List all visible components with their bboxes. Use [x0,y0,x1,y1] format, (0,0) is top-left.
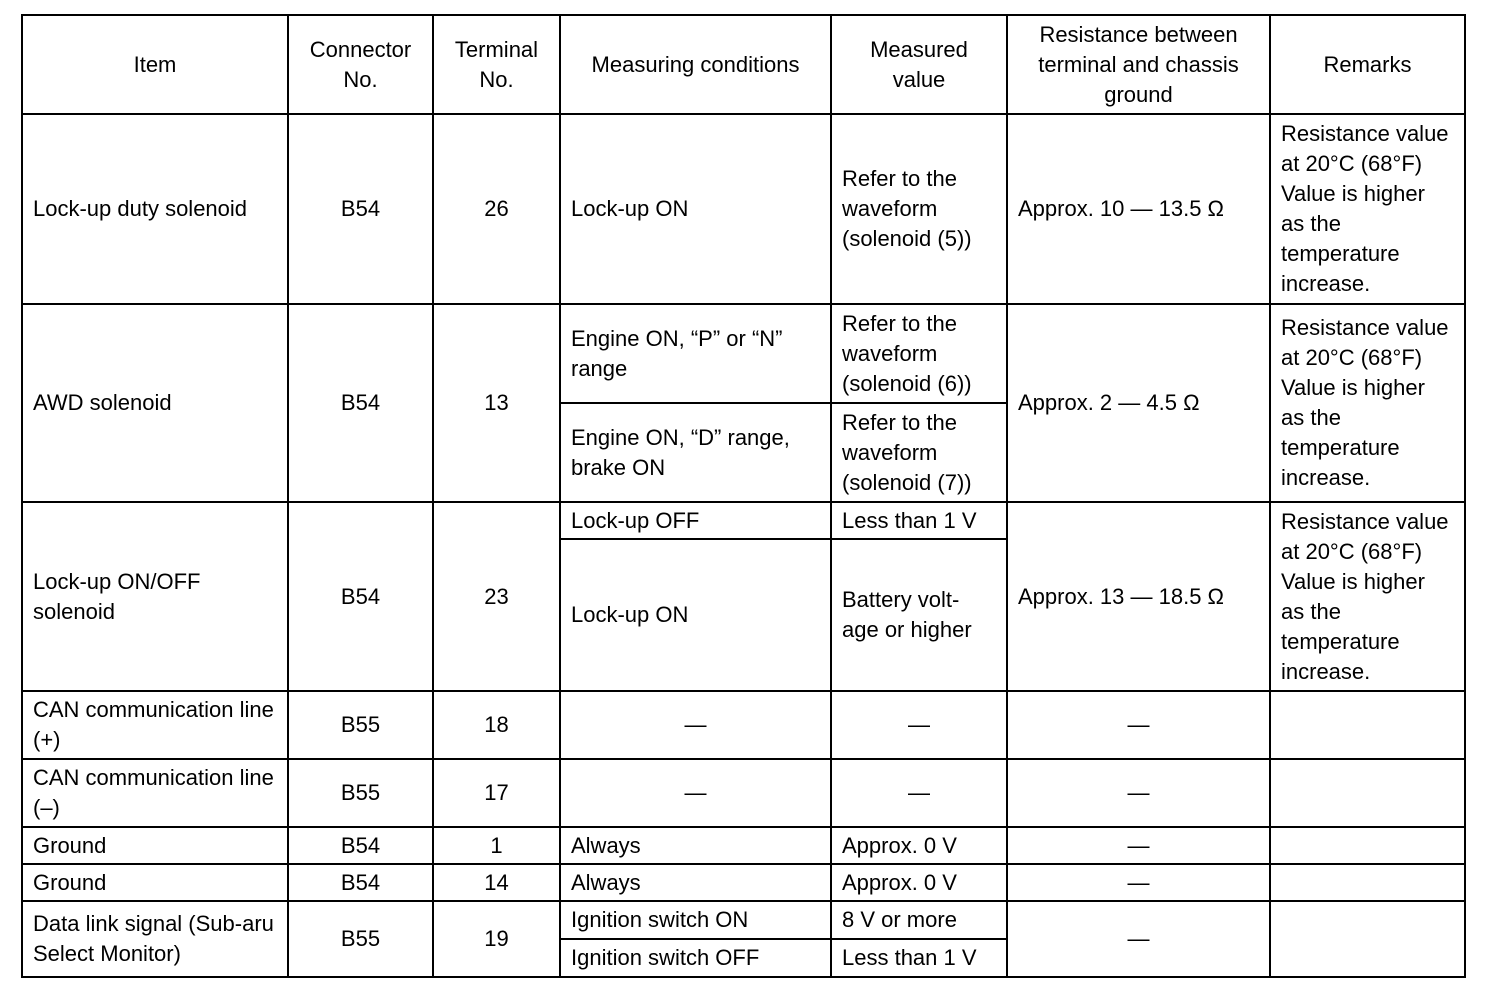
condition-cell: Ignition switch OFF [560,939,831,977]
terminal-cell: 19 [433,901,560,977]
measured-cell: Approx. 0 V [831,864,1007,901]
condition-cell: Lock-up ON [560,539,831,691]
item-cell: Ground [22,864,288,901]
table-row [22,901,1465,939]
measured-cell: 8 V or more [831,901,1007,939]
remarks-cell: Resistance value at 20°C (68°F) Value is higher as the temperature increase. [1270,304,1465,502]
condition-cell: Ignition switch ON [560,901,831,939]
connector-cell: B54 [288,864,433,901]
table-row [22,502,1465,539]
measured-cell: Less than 1 V [831,939,1007,977]
table-row [22,691,1465,759]
item-cell: Lock-up duty solenoid [22,114,288,304]
header-row [22,15,1465,114]
item-cell: AWD solenoid [22,304,288,502]
header-connector: Connector No. [288,15,433,114]
resistance-cell: — [1007,901,1270,977]
measured-cell: Approx. 0 V [831,827,1007,864]
resistance-cell: Approx. 13 — 18.5 Ω [1007,502,1270,691]
measured-cell: Refer to the waveform (solenoid (6)) [831,304,1007,403]
condition-cell: Lock-up ON [560,114,831,304]
terminal-cell: 18 [433,691,560,759]
condition-cell: Engine ON, “D” range, brake ON [560,403,831,502]
header-terminal: Terminal No. [433,15,560,114]
remarks-cell: Resistance value at 20°C (68°F) Value is higher as the temperature increase. [1270,502,1465,691]
header-resistance: Resistance between terminal and chassis ground [1007,15,1270,114]
resistance-cell: Approx. 10 — 13.5 Ω [1007,114,1270,304]
resistance-cell: — [1007,759,1270,827]
measured-cell: Less than 1 V [831,502,1007,539]
connector-cell: B55 [288,759,433,827]
table-row [22,304,1465,403]
terminal-cell: 13 [433,304,560,502]
condition-cell: Always [560,864,831,901]
measured-cell: Refer to the waveform (solenoid (7)) [831,403,1007,502]
header-remarks: Remarks [1270,15,1465,114]
condition-cell: Engine ON, “P” or “N” range [560,304,831,403]
remarks-cell [1270,759,1465,827]
measured-cell: — [831,691,1007,759]
condition-cell: Lock-up OFF [560,502,831,539]
terminal-cell: 23 [433,502,560,691]
item-cell: Data link signal (Sub-aru Select Monitor) [22,901,288,977]
measured-cell: — [831,759,1007,827]
table-row [22,827,1465,864]
connector-cell: B54 [288,114,433,304]
connector-cell: B54 [288,827,433,864]
connector-cell: B55 [288,691,433,759]
item-cell: CAN communication line (+) [22,691,288,759]
terminal-spec-table [21,14,1466,978]
condition-cell: — [560,691,831,759]
item-cell: Ground [22,827,288,864]
header-conditions: Measuring conditions [560,15,831,114]
terminal-cell: 26 [433,114,560,304]
condition-cell: — [560,759,831,827]
remarks-cell [1270,691,1465,759]
table-row [22,114,1465,304]
connector-cell: B54 [288,304,433,502]
item-cell: Lock-up ON/OFF solenoid [22,502,288,691]
connector-cell: B54 [288,502,433,691]
condition-cell: Always [560,827,831,864]
remarks-cell [1270,864,1465,901]
table-row [22,759,1465,827]
header-measured: Measured value [831,15,1007,114]
terminal-cell: 14 [433,864,560,901]
resistance-cell: — [1007,864,1270,901]
terminal-cell: 1 [433,827,560,864]
resistance-cell: — [1007,827,1270,864]
remarks-cell [1270,827,1465,864]
connector-cell: B55 [288,901,433,977]
remarks-cell [1270,901,1465,977]
item-cell: CAN communication line (–) [22,759,288,827]
terminal-cell: 17 [433,759,560,827]
table-row [22,864,1465,901]
measured-cell: Refer to the waveform (solenoid (5)) [831,114,1007,304]
resistance-cell: Approx. 2 — 4.5 Ω [1007,304,1270,502]
measured-cell: Battery volt-age or higher [831,539,1007,691]
header-item: Item [22,15,288,114]
resistance-cell: — [1007,691,1270,759]
remarks-cell: Resistance value at 20°C (68°F) Value is higher as the temperature increase. [1270,114,1465,304]
